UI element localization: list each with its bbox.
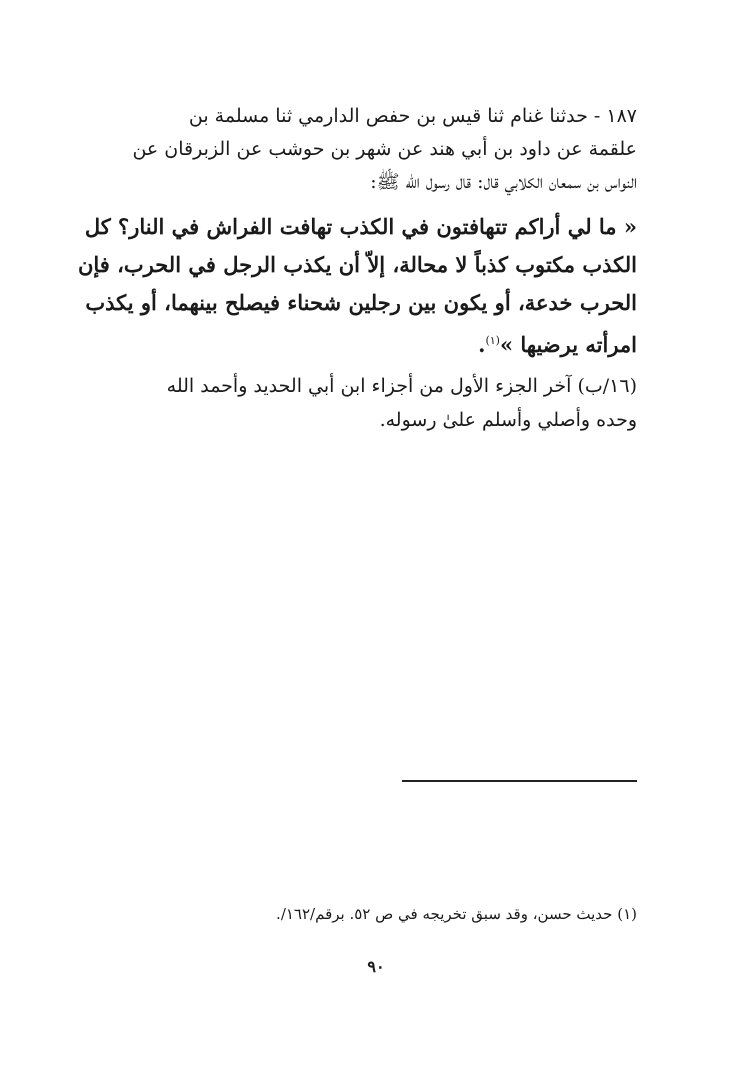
- isnad-line-3: النواس بن سمعان الكلابي قال: قال رسول الله ﷺ:: [370, 171, 637, 193]
- isnad-line-2: علقمة عن داود بن أبي هند عن شهر بن حوشب عن الزبرقان عن: [132, 138, 637, 160]
- colophon-line-2: وحده وأصلي وأسلم علىٰ رسوله.: [379, 409, 637, 431]
- hadith-chain-paragraph: [105, 100, 637, 199]
- page-number: ٩٠: [367, 957, 385, 976]
- hadith-line-4: [105, 322, 637, 364]
- hadith-line-2: الكذب مكتوب كذباً لا محالة، إلاّ أن يكذب الرجل في الحرب، فإن: [77, 252, 637, 277]
- hadith-text-paragraph: [77, 208, 637, 364]
- colophon-paragraph: [105, 369, 637, 437]
- isnad-line-1: ١٨٧ - حدثنا غنام ثنا قيس بن حفص الدارمي ثنا مسلمة بن: [188, 105, 637, 127]
- footnote: (١) حديث حسن، وقد سبق تخريجه في ص ٥٢. برقم/١٦٢/.: [276, 905, 637, 923]
- colophon-line-1: (١٦/ب) آخر الجزء الأول من أجزاء ابن أبي الحديد وأحمد الله: [166, 375, 637, 397]
- hadith-line-4-text: امرأته يرضيها »: [499, 332, 637, 357]
- footnote-reference: (١): [485, 334, 500, 347]
- hadith-line-1: « ما لي أراكم تتهافتون في الكذب تهافت الفراش في النار؟ كل: [84, 214, 637, 239]
- hadith-line-3: الحرب خدعة، أو يكون بين رجلين شحناء فيصلح بينهما، أو يكذب: [85, 290, 637, 315]
- hadith-end-punctuation: .: [478, 332, 486, 357]
- footnote-separator-rule: [402, 780, 637, 782]
